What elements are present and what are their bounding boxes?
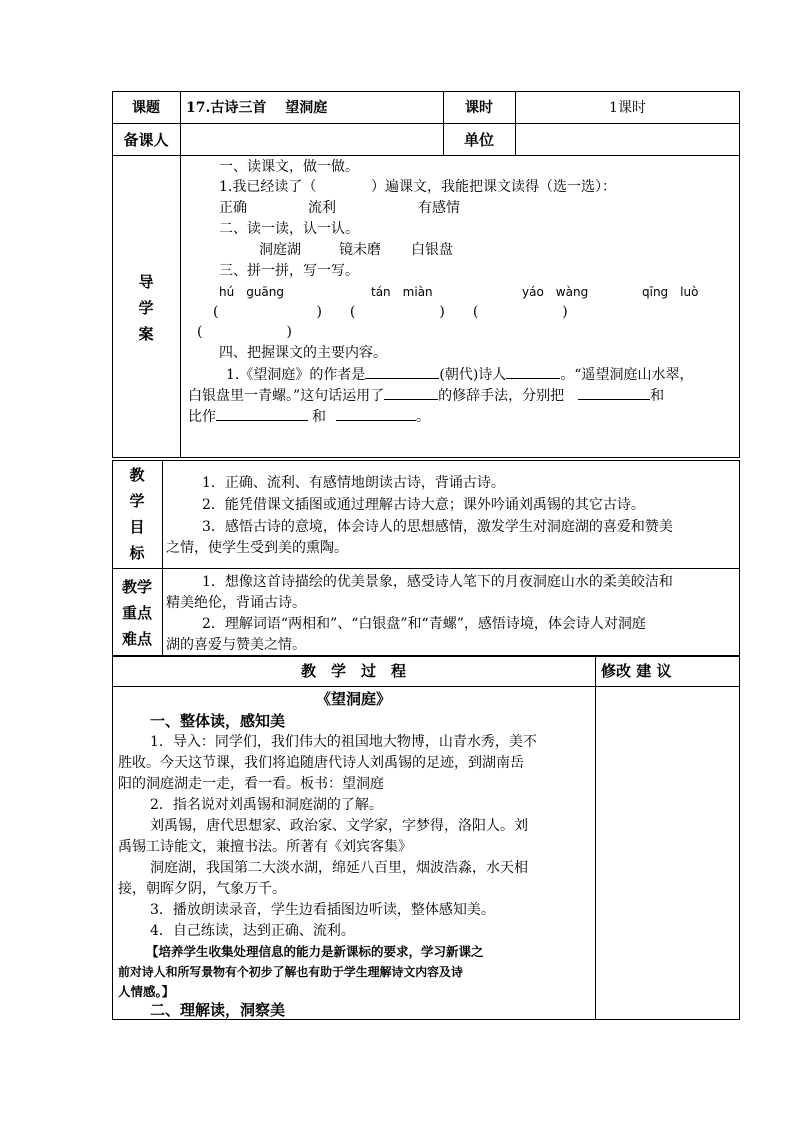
table-row-divider [112, 123, 740, 124]
keypoint-line: 2．理解词语“两相和”、“白银盘”和“青螺”，感悟诗境，体会诗人对洞庭 [202, 616, 646, 632]
s4-l2-c: 和 [650, 388, 665, 404]
blank-author[interactable] [365, 364, 439, 379]
process-line: 刘禹锡，唐代思想家、政治家、文学家，字梦得，洛阳人。刘 [150, 818, 528, 834]
pinyin-4: qīng luò [642, 285, 699, 299]
goal-item: 2．能凭借课文插图或通过理解古诗大意；课外吟诵刘禹锡的其它古诗。 [202, 497, 645, 513]
goal-item: 3．感悟古诗的意境，体会诗人的思想感情，激发学生对洞庭湖的喜爱和赞美 [202, 519, 673, 535]
pinyin-1: hú guāng [219, 285, 285, 299]
goal-item: 1．正确、流利、有感情地朗读古诗，背诵古诗。 [202, 475, 505, 491]
keypoints-label-line: 难点 [121, 630, 152, 648]
label-hours: 课时 [465, 100, 493, 116]
process-line: 禹锡工诗能文，兼擅书法。所著有《刘宾客集》 [118, 839, 412, 855]
keypoints-label-line: 重点 [121, 604, 152, 622]
pinyin-3: yáo wàng [522, 285, 589, 299]
answer-paren-row1: ( ) ( ) ( ) [213, 304, 568, 320]
teaching-note-line: 人情感。】 [118, 984, 175, 999]
label-preparer: 备课人 [123, 131, 169, 149]
word-baiyinpan: 白银盘 [411, 242, 453, 258]
keypoint-line: 湖的喜爱与赞美之情。 [166, 637, 306, 653]
table-row-divider [112, 155, 740, 156]
option-emotion: 有感情 [418, 200, 460, 216]
teaching-note-line: 【培养学生收集处理信息的能力是新课标的要求，学习新课之 [146, 944, 484, 959]
keypoint-line: 1．想像这首诗描绘的优美景象，感受诗人笔下的月夜洞庭山水的柔美皎洁和 [202, 574, 673, 590]
process-line: 胜收。今天这节课，我们将追随唐代诗人刘禹锡的足迹，到湖南岳 [118, 755, 524, 771]
blank-rhetoric[interactable] [384, 385, 438, 400]
guide-s1-title: 一、读课文，做一做。 [219, 159, 359, 175]
word-jingweimo: 镜未磨 [339, 242, 381, 258]
process-line: 接，朝晖夕阴，气象万千。 [118, 881, 286, 897]
answer-paren-row2: ( ) [197, 324, 292, 340]
process-line: 4．自己练读，达到正确、流利。 [150, 923, 355, 939]
process-line: 2．指名说对刘禹锡和洞庭湖的了解。 [150, 797, 383, 813]
blank-metaphor-1[interactable] [216, 406, 308, 421]
s4-l1-b: (朝代)诗人 [439, 367, 507, 383]
s4-l2-b: 的修辞手法，分别把 [438, 388, 565, 404]
option-fluent: 流利 [308, 200, 336, 216]
table-col-divider [180, 91, 181, 458]
table-row-divider [112, 686, 740, 687]
goals-label-char: 目 [129, 518, 145, 536]
process-line: 洞庭湖，我国第二大淡水湖，绵延八百里，烟波浩淼，水天相 [150, 860, 528, 876]
s4-l3-a: 比作 [188, 409, 216, 425]
guide-s1-q1-b: ）遍课文，我能把课文读得（选一选）： [371, 179, 616, 195]
option-correct: 正确 [219, 200, 247, 216]
keypoints-label-line: 教学 [121, 578, 152, 596]
blank-poet[interactable] [506, 364, 560, 379]
process-line: 1．导入：同学们，我们伟大的祖国地大物博，山青水秀，美不 [150, 734, 537, 750]
blank-object-1[interactable] [578, 385, 650, 400]
poem-title: 《望洞庭》 [315, 690, 391, 708]
keypoint-line: 精美绝伦，背诵古诗。 [166, 595, 306, 611]
guide-s3-title: 三、拼一拼，写一写。 [219, 263, 359, 279]
goals-label-char: 标 [129, 544, 145, 562]
guide-s2-title: 二、读一读，认一认。 [219, 221, 359, 237]
s4-l2-a: 白银盘里一青螺。”这句话运用了 [188, 388, 385, 404]
hours-value: 1课时 [609, 100, 646, 116]
part1-title: 一、整体读，感知美 [150, 712, 286, 730]
guide-label-char: 导 [138, 273, 154, 291]
guide-label-char: 学 [138, 299, 154, 317]
guide-label-char: 案 [138, 325, 154, 343]
s4-l3-c: 。 [416, 409, 430, 425]
pinyin-2: tán miàn [371, 285, 433, 299]
table-col-divider [595, 656, 596, 1020]
s4-l3-b: 和 [312, 409, 326, 425]
part2-title: 二、理解读，洞察美 [150, 1001, 286, 1019]
guide-s4-line2 [188, 385, 664, 405]
process-line: 3．播放朗读录音，学生边看插图边听读，整体感知美。 [150, 902, 495, 918]
guide-s4-line3 [188, 406, 430, 426]
label-topic: 课题 [132, 100, 160, 116]
goals-label-char: 教 [129, 466, 145, 484]
label-unit: 单位 [463, 131, 494, 149]
guide-s1-q1-a: 1.我已经读了（ [219, 179, 317, 195]
guide-s4-title: 四、把握课文的主要内容。 [219, 345, 387, 361]
topic-value: 17.古诗三首 望洞庭 [186, 100, 328, 116]
s4-l1-a: 1.《望洞庭》的作者是 [226, 367, 366, 383]
process-header: 教 学 过 程 [300, 662, 406, 680]
guide-s4-line1 [226, 364, 693, 384]
teaching-note-line: 前对诗人和所写景物有个初步了解也有助于学生理解诗文内容及诗 [118, 965, 463, 979]
process-line: 阳的洞庭湖走一走，看一看。板书：望洞庭 [118, 776, 384, 792]
blank-metaphor-2[interactable] [336, 406, 416, 421]
s4-l1-c: 。“遥望洞庭山水翠， [560, 367, 694, 383]
table-row-divider [112, 568, 740, 569]
goals-label-char: 学 [129, 492, 145, 510]
word-dongtinghu: 洞庭湖 [259, 242, 301, 258]
goal-item: 之情，使学生受到美的熏陶。 [166, 540, 348, 556]
suggestion-header: 修改 建 议 [601, 662, 672, 680]
table-col-divider [162, 460, 163, 656]
